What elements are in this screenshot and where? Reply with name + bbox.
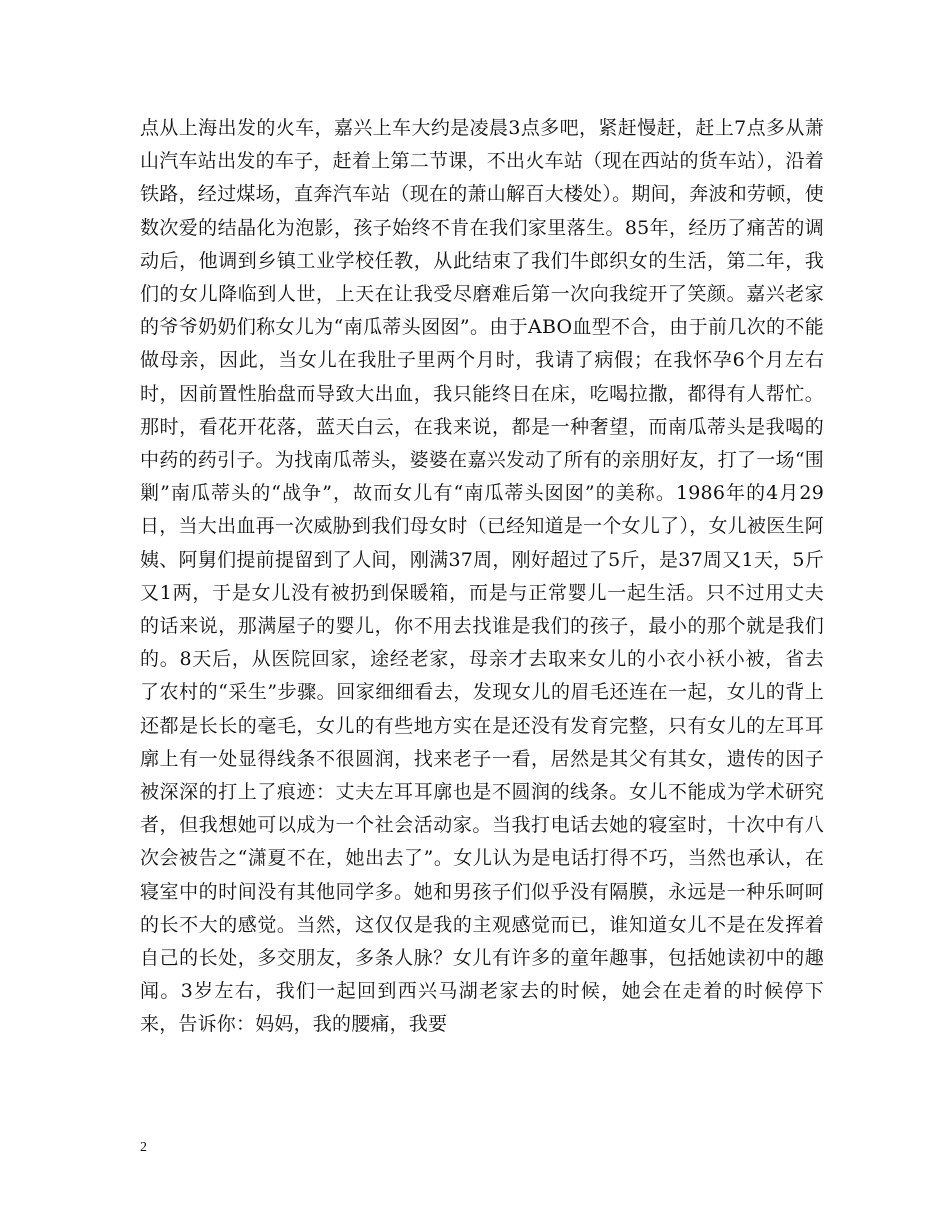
page-number: 2 <box>140 1140 147 1155</box>
body-paragraph: 点从上海出发的火车，嘉兴上车大约是凌晨3点多吧，紧赶慢赶，赶上7点多从萧山汽车站出发的车子，赶着上第二节课，不出火车站（现在西站的货车站），沿着铁路，经过煤场，直奔汽车站（现在的萧山解百大楼处）。期间，奔波和劳顿，使数次爱的结晶化为泡影，孩子始终不肯在我们家里落生。85年，经历了痛苦的调动后，他调到乡镇工业学校任教，从此结束了我们牛郎织女的生活，第二年，我们的女儿降临到人世，上天在让我受尽磨难后第一次向我绽开了笑颜。嘉兴老家的爷爷奶奶们称女儿为“南瓜蒂头囡囡”。由于ABO血型不合，由于前几次的不能做母亲，因此，当女儿在我肚子里两个月时，我请了病假；在我怀孕6个月左右时，因前置性胎盘而导致大出血，我只能终日在床，吃喝拉撒，都得有人帮忙。那时，看花开花落，蓝天白云，在我来说，都是一种奢望，而南瓜蒂头是我喝的中药的药引子。为找南瓜蒂头，婆婆在嘉兴发动了所有的亲朋好友，打了一场“围剿”南瓜蒂头的“战争”，故而女儿有“南瓜蒂头囡囡”的美称。1986年的4月29日，当大出血再一次威胁到我们母女时（已经知道是一个女儿了），女儿被医生阿姨、阿舅们提前提留到了人间，刚满37周，刚好超过了5斤，是37周又1天，5斤又1两，于是女儿没有被扔到保暖箱，而是与正常婴儿一起生活。只不过用丈夫的话来说，那满屋子的婴儿，你不用去找谁是我们的孩子，最小的那个就是我们的。8天后，从医院回家，途经老家，母亲才去取来女儿的小衣小袄小被，省去了农村的“采生”步骤。回家细细看去，发现女儿的眉毛还连在一起，女儿的背上还都是长长的毫毛，女儿的有些地方实在是还没有发育完整，只有女儿的左耳耳廓上有一处显得线条不很圆润，找来老子一看，居然是其父有其女，遗传的因子被深深的打上了痕迹：丈夫左耳耳廓也是不圆润的线条。女儿不能成为学术研究者，但我想她可以成为一个社会活动家。当我打电话去她的寝室时，十次中有八次会被告之“潇夏不在，她出去了”。女儿认为是电话打得不巧，当然也承认，在寝室中的时间没有其他同学多。她和男孩子们似乎没有隔膜，永远是一种乐呵呵的长不大的感觉。当然，这仅仅是我的主观感觉而已，谁知道女儿不是在发挥着自己的长处，多交朋友，多条人脉？女儿有许多的童年趣事，包括她读初中的趣闻。3岁左右，我们一起回到西兴马湖老家去的时候，她会在走着的时候停下来，告诉你：妈妈，我的腰痛，我要 <box>140 117 824 1036</box>
